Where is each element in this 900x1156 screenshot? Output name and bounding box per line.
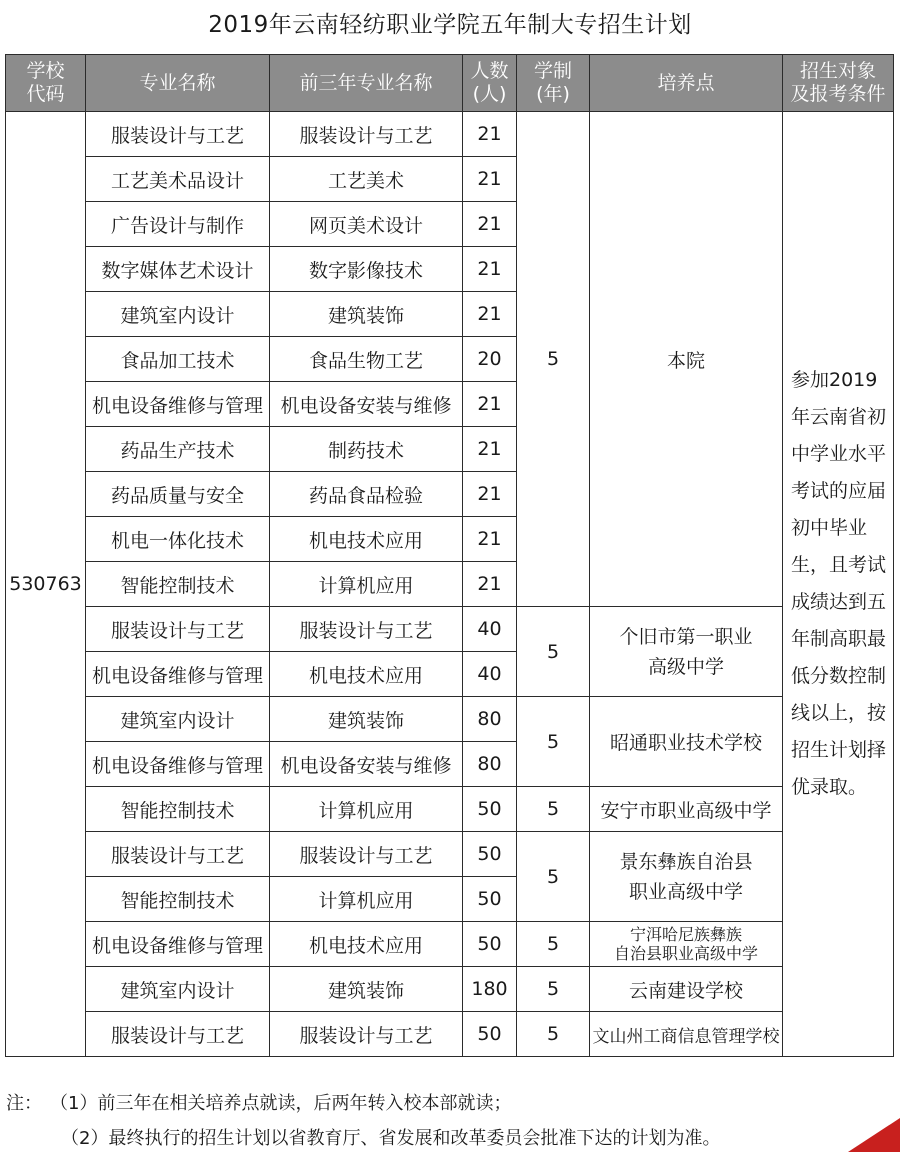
table-row xyxy=(6,922,894,967)
major-cell: 建筑室内设计 xyxy=(86,697,270,742)
count-cell: 21 xyxy=(463,202,517,247)
site-cell: 景东彝族自治县 职业高级中学 xyxy=(590,832,783,922)
header-site: 培养点 xyxy=(590,55,783,112)
pre-major-cell: 服装设计与工艺 xyxy=(270,832,463,877)
header-count: 人数 (人) xyxy=(463,55,517,112)
pre-major-cell: 制药技术 xyxy=(270,427,463,472)
count-cell: 80 xyxy=(463,697,517,742)
count-cell: 40 xyxy=(463,607,517,652)
major-cell: 机电设备维修与管理 xyxy=(86,742,270,787)
count-cell: 50 xyxy=(463,1012,517,1057)
major-cell: 建筑室内设计 xyxy=(86,967,270,1012)
table-row xyxy=(6,112,894,157)
pre-major-cell: 计算机应用 xyxy=(270,877,463,922)
major-cell: 机电一体化技术 xyxy=(86,517,270,562)
pre-major-cell: 机电设备安装与维修 xyxy=(270,382,463,427)
major-cell: 数字媒体艺术设计 xyxy=(86,247,270,292)
major-cell: 药品生产技术 xyxy=(86,427,270,472)
major-cell: 机电设备维修与管理 xyxy=(86,652,270,697)
pre-major-cell: 建筑装饰 xyxy=(270,697,463,742)
major-cell: 智能控制技术 xyxy=(86,877,270,922)
notes-label: 注： xyxy=(6,1093,42,1114)
table-row xyxy=(6,697,894,742)
years-cell: 5 xyxy=(517,607,590,697)
count-cell: 21 xyxy=(463,382,517,427)
major-cell: 智能控制技术 xyxy=(86,787,270,832)
note-item-1: （1）前三年在相关培养点就读，后两年转入校本部就读； xyxy=(50,1093,512,1114)
pre-major-cell: 机电技术应用 xyxy=(270,517,463,562)
pre-major-cell: 工艺美术 xyxy=(270,157,463,202)
major-cell: 服装设计与工艺 xyxy=(86,112,270,157)
count-cell: 21 xyxy=(463,112,517,157)
years-cell: 5 xyxy=(517,112,590,607)
count-cell: 21 xyxy=(463,157,517,202)
major-cell: 机电设备维修与管理 xyxy=(86,382,270,427)
years-cell: 5 xyxy=(517,967,590,1012)
table-row xyxy=(6,1012,894,1057)
count-cell: 40 xyxy=(463,652,517,697)
count-cell: 21 xyxy=(463,247,517,292)
count-cell: 21 xyxy=(463,292,517,337)
major-cell: 智能控制技术 xyxy=(86,562,270,607)
conditions-cell: 参加2019年云南省初中学业水平考试的应届初中毕业生，且考试成绩达到五年制高职最低分数控制线以上，按招生计划择优录取。 xyxy=(783,112,894,1057)
years-cell: 5 xyxy=(517,832,590,922)
page-title: 2019年云南轻纺职业学院五年制大专招生计划 xyxy=(208,12,692,38)
note-line-2 xyxy=(6,1121,720,1156)
pre-major-cell: 建筑装饰 xyxy=(270,292,463,337)
pre-major-cell: 数字影像技术 xyxy=(270,247,463,292)
major-cell: 建筑室内设计 xyxy=(86,292,270,337)
count-cell: 50 xyxy=(463,877,517,922)
header-pre-major: 前三年专业名称 xyxy=(270,55,463,112)
pre-major-cell: 食品生物工艺 xyxy=(270,337,463,382)
pre-major-cell: 服装设计与工艺 xyxy=(270,1012,463,1057)
major-cell: 药品质量与安全 xyxy=(86,472,270,517)
pre-major-cell: 机电技术应用 xyxy=(270,922,463,967)
table-row xyxy=(6,832,894,877)
notes xyxy=(6,1086,720,1156)
table-row xyxy=(6,787,894,832)
major-cell: 食品加工技术 xyxy=(86,337,270,382)
note-item-2: （2）最终执行的招生计划以省教育厅、省发展和改革委员会批准下达的计划为准。 xyxy=(61,1128,721,1149)
count-cell: 50 xyxy=(463,922,517,967)
site-cell: 本院 xyxy=(590,112,783,607)
site-cell: 宁洱哈尼族彝族 自治县职业高级中学 xyxy=(590,922,783,967)
major-cell: 服装设计与工艺 xyxy=(86,607,270,652)
count-cell: 21 xyxy=(463,427,517,472)
enrollment-table xyxy=(5,54,894,1057)
count-cell: 80 xyxy=(463,742,517,787)
pre-major-cell: 计算机应用 xyxy=(270,562,463,607)
pre-major-cell: 机电设备安装与维修 xyxy=(270,742,463,787)
site-cell: 安宁市职业高级中学 xyxy=(590,787,783,832)
years-cell: 5 xyxy=(517,1012,590,1057)
major-cell: 服装设计与工艺 xyxy=(86,1012,270,1057)
site-cell: 个旧市第一职业 高级中学 xyxy=(590,607,783,697)
school-code-cell: 530763 xyxy=(6,112,86,1057)
table-row xyxy=(6,607,894,652)
major-cell: 工艺美术品设计 xyxy=(86,157,270,202)
pre-major-cell: 机电技术应用 xyxy=(270,652,463,697)
count-cell: 21 xyxy=(463,517,517,562)
major-cell: 广告设计与制作 xyxy=(86,202,270,247)
table-row xyxy=(6,967,894,1012)
pre-major-cell: 服装设计与工艺 xyxy=(270,607,463,652)
pre-major-cell: 网页美术设计 xyxy=(270,202,463,247)
major-cell: 机电设备维修与管理 xyxy=(86,922,270,967)
count-cell: 50 xyxy=(463,787,517,832)
pre-major-cell: 服装设计与工艺 xyxy=(270,112,463,157)
pre-major-cell: 计算机应用 xyxy=(270,787,463,832)
count-cell: 21 xyxy=(463,562,517,607)
years-cell: 5 xyxy=(517,697,590,787)
note-line-1 xyxy=(6,1086,720,1121)
header-conditions: 招生对象 及报考条件 xyxy=(783,55,894,112)
pre-major-cell: 药品食品检验 xyxy=(270,472,463,517)
count-cell: 180 xyxy=(463,967,517,1012)
site-cell: 文山州工商信息管理学校 xyxy=(590,1012,783,1057)
header-major: 专业名称 xyxy=(86,55,270,112)
years-cell: 5 xyxy=(517,787,590,832)
table-header-row xyxy=(6,55,894,112)
count-cell: 50 xyxy=(463,832,517,877)
corner-decoration xyxy=(848,1118,900,1152)
years-cell: 5 xyxy=(517,922,590,967)
major-cell: 服装设计与工艺 xyxy=(86,832,270,877)
count-cell: 20 xyxy=(463,337,517,382)
site-cell: 昭通职业技术学校 xyxy=(590,697,783,787)
header-school-code: 学校 代码 xyxy=(6,55,86,112)
site-cell: 云南建设学校 xyxy=(590,967,783,1012)
count-cell: 21 xyxy=(463,472,517,517)
header-years: 学制 (年) xyxy=(517,55,590,112)
pre-major-cell: 建筑装饰 xyxy=(270,967,463,1012)
